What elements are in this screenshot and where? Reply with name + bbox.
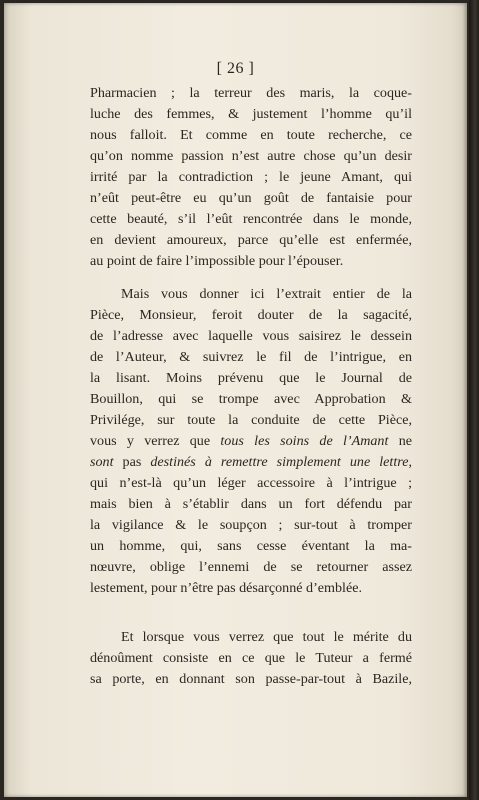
text-line: lestement, pour n’être pas désarçonné d’emblée. xyxy=(90,580,362,596)
text-line: Bouillon, qui se trompe avec Approbation & xyxy=(90,391,412,407)
text-line: un homme, qui, sans cesse éventant la ma- xyxy=(90,538,412,554)
text-line: en devient amoureux, parce qu’elle est enfermée, xyxy=(90,232,412,248)
text-line: qui n’est-là qu’un léger accessoire à l’intrigue ; xyxy=(90,475,412,491)
text-line: Pièce, Monsieur, feroit douter de la sagacité, xyxy=(90,307,412,323)
text-line: dénoûment consiste en ce que le Tuteur a fermé xyxy=(90,650,412,666)
text-line: la vigilance & le soupçon ; sur-tout à tromper xyxy=(90,517,412,533)
text-line: la lisant. Moins prévenu que le Journal de xyxy=(90,370,412,386)
text-line: Pharmacien ; la terreur des maris, la coque- xyxy=(90,85,412,101)
paragraph-2 xyxy=(90,284,412,599)
text-line: Mais vous donner ici l’extrait entier de la xyxy=(121,286,412,302)
text-line: nœuvre, oblige l’ennemi de se retourner assez xyxy=(90,559,412,575)
text-line: de l’adresse avec laquelle vous saisirez le dessein xyxy=(90,328,412,344)
text-line: qu’on nomme passion n’est autre chose qu’un desir xyxy=(90,148,412,164)
text-line: de l’Auteur, & suivrez le fil de l’intrigue, en xyxy=(90,349,412,365)
paragraph-3 xyxy=(90,627,412,690)
text-line: mais bien à s’établir dans un fort défendu par xyxy=(90,496,412,512)
book-page xyxy=(4,3,467,797)
text-line: Et lorsque vous verrez que tout le mérite du xyxy=(121,629,412,645)
text-line: au point de faire l’impossible pour l’épouser. xyxy=(90,253,344,269)
text-line: Privilége, sur toute la conduite de cette Pièce, xyxy=(90,412,412,428)
paragraph-1 xyxy=(90,83,412,272)
book-edge xyxy=(469,0,479,800)
page-number-header: [ 26 ] xyxy=(216,60,255,77)
text-line: irrité par la contradiction ; le jeune Amant, qui xyxy=(90,169,412,185)
text-line: nous falloit. Et comme en toute recherche, ce xyxy=(90,127,412,143)
text-line: cette beauté, s’il l’eût rencontrée dans le monde, xyxy=(90,211,412,227)
text-line: luche des femmes, & justement l’homme qu’il xyxy=(90,106,412,122)
text-line: sont pas destinés à remettre simplement une lettre, xyxy=(90,454,413,470)
text-line: n’eût peut-être eu qu’un goût de fantaisie pour xyxy=(90,190,412,206)
text-line: sa porte, en donnant son passe-par-tout à Bazile, xyxy=(90,671,412,687)
text-line: vous y verrez que tous les soins de l’Amant ne xyxy=(90,433,412,449)
